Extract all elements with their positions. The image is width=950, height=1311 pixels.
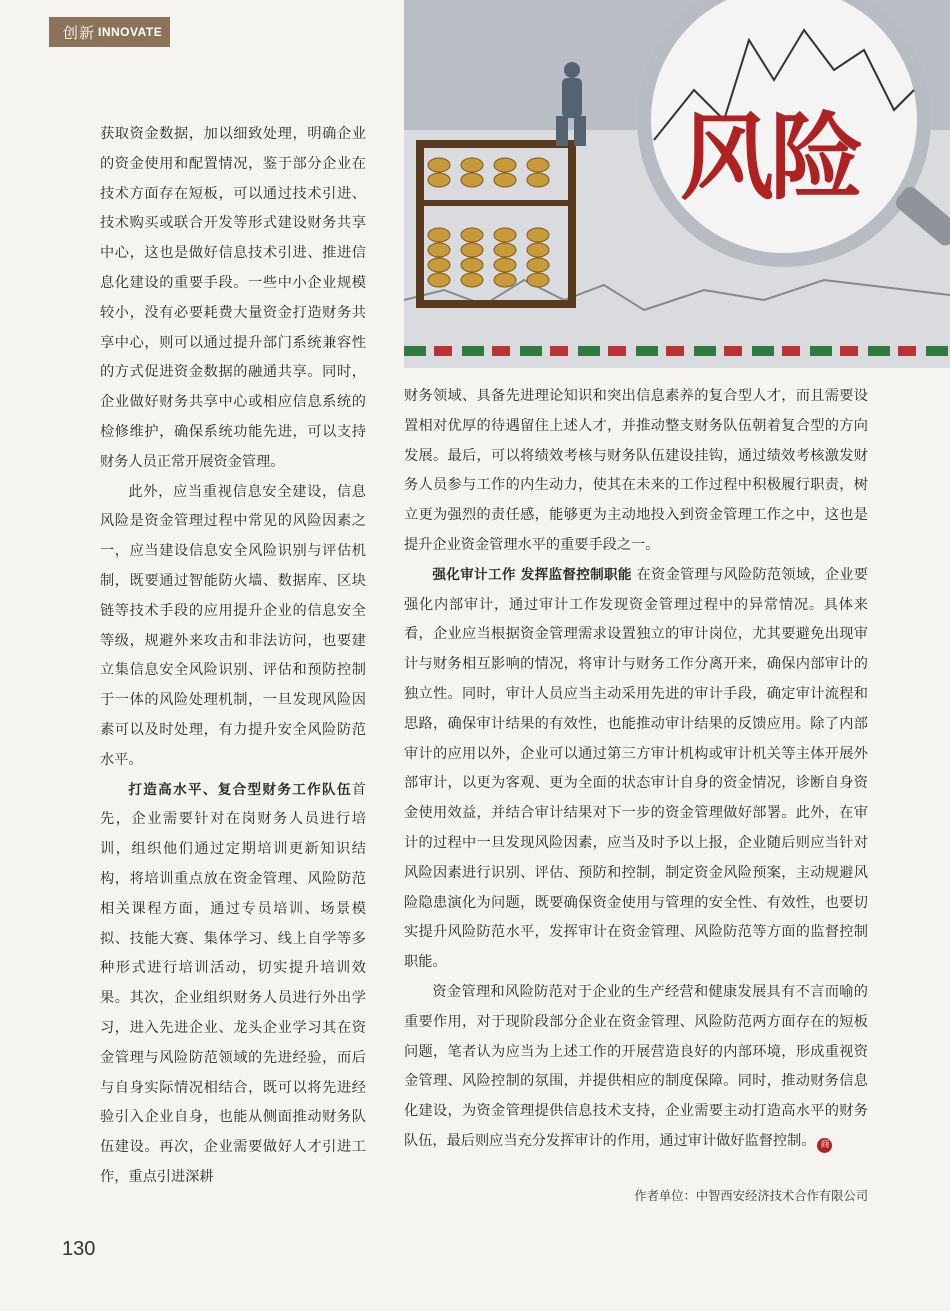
paragraph-text: 获取资金数据，加以细致处理，明确企业的资金使用和配置情况，鉴于部分企业在技术方面存在短板，可以通过技术引进、技术购买或联合开发等形式建设财务共享中心，这也是做好信息技术引进、推进信息化建设的重要手段。一些中小企业规模较小，没有必要耗费大量资金打造财务共享中心，则可以通过提升部门系统兼容性的方式促进资金数据的融通共享。同时，企业做好财务共享中心或相应信息系统的检修维护，确保系统功能先进，可以支持财务人员正常开展资金管理。 xyxy=(100,126,366,470)
author-affiliation: 作者单位：中智西安经济技术合作有限公司 xyxy=(634,1189,868,1203)
paragraph xyxy=(100,776,366,1193)
paragraph-text: 首先，企业需要针对在岗财务人员进行培训，组织他们通过定期培训更新知识结构，将培训重点放在资金管理、风险防范相关课程方面，通过专员培训、场景模拟、技能大赛、集体学习、线上自学等多种形式进行培训活动，切实提升培训效果。其次，企业组织财务人员进行外出学习，进入先进企业、龙头企业学习其在资金管理与风险防范领域的先进经验，而后与自身实际情况相结合，既可以将先进经验引入企业自身，也能从侧面推动财务队伍建设。再次，企业需要做好人才引进工作，重点引进深耕 xyxy=(100,781,366,1185)
section-heading: 打造高水平、复合型财务工作队伍 xyxy=(128,781,352,798)
paragraph xyxy=(100,478,366,776)
page-number: 130 xyxy=(62,1238,96,1260)
right-column xyxy=(404,382,868,1157)
paragraph xyxy=(404,561,868,978)
paragraph-text: 资金管理和风险防范对于企业的生产经营和健康发展具有不言而喻的重要作用，对于现阶段部分企业在资金管理、风险防范两方面存在的短板问题，笔者认为应当为上述工作的开展营造良好的内部环境，形成重视资金管理、风险控制的氛围，并提供相应的制度保障。同时，推动财务信息化建设，为资金管理提供信息技术支持，企业需要主动打造高水平的财务队伍，最后则应当充分发挥审计的作用，通过审计做好监督控制。 xyxy=(404,983,868,1149)
ticker-stripe xyxy=(404,346,950,356)
paragraph xyxy=(100,120,366,478)
section-label-en: INNOVATE xyxy=(98,25,163,39)
illustration-drawing xyxy=(404,0,950,368)
paragraph xyxy=(404,978,868,1157)
paragraph-text: 财务领域、具备先进理论知识和突出信息素养的复合型人才，而且需要设置相对优厚的待遇留住上述人才，并推动整支财务队伍朝着复合型的方向发展。最后，可以将绩效考核与财务队伍建设挂钩，通过绩效考核激发财务人员参与工作的内生动力，使其在未来的工作过程中积极履行职责，树立更为强烈的责任感，能够更为主动地投入到资金管理工作之中，这也是提升企业资金管理水平的重要手段之一。 xyxy=(404,388,868,553)
paragraph-text: 此外，应当重视信息安全建设，信息风险是资金管理过程中常见的风险因素之一，应当建设信息安全风险识别与评估机制，既要通过智能防火墙、数据库、区块链等技术手段的应用提升企业的信息安全等级，规避外来攻击和非法访问，也要建立集信息安全风险识别、评估和预防控制于一体的风险处理机制，一旦发现风险因素可以及时处理，有力提升安全风险防范水平。 xyxy=(100,483,366,768)
section-heading: 强化审计工作 发挥监督控制职能 xyxy=(432,566,632,583)
article-end-mark: 商 xyxy=(817,1138,832,1153)
section-label-cn: 创新 xyxy=(63,23,96,42)
paragraph-text: 在资金管理与风险防范领域，企业要强化内部审计，通过审计工作发现资金管理过程中的异常情况。具体来看，企业应当根据资金管理需求设置独立的审计岗位，尤其要避免出现审计与财务相互影响的情况，将审计与财务工作分离开来，确保内部审计的独立性。同时，审计人员应当主动采用先进的审计手段，确定审计流程和思路，确保审计结果的有效性，也能推动审计结果的反馈应用。除了内部审计的应用以外，企业可以通过第三方审计机构或审计机关等主体开展外部审计，以更为客观、更为全面的状态审计自身的资金情况，诊断自身资金使用效益，并结合审计结果对下一步的资金管理做好部署。此外，在审计的过程中一旦发现风险因素，应当及时予以上报，企业随后则应当针对风险因素进行识别、评估、预防和控制，制定资金风险预案，主动规避风险隐患演化为问题，既要确保资金使用与管理的安全性、有效性，也要切实提升风险防范水平，发挥审计在资金管理、风险防范等方面的监督控制职能。 xyxy=(404,566,868,971)
paragraph xyxy=(404,382,868,561)
left-column xyxy=(100,120,366,1193)
risk-illustration xyxy=(404,0,950,368)
section-tab xyxy=(49,17,170,47)
risk-overlay-word: 风险 xyxy=(680,103,861,213)
